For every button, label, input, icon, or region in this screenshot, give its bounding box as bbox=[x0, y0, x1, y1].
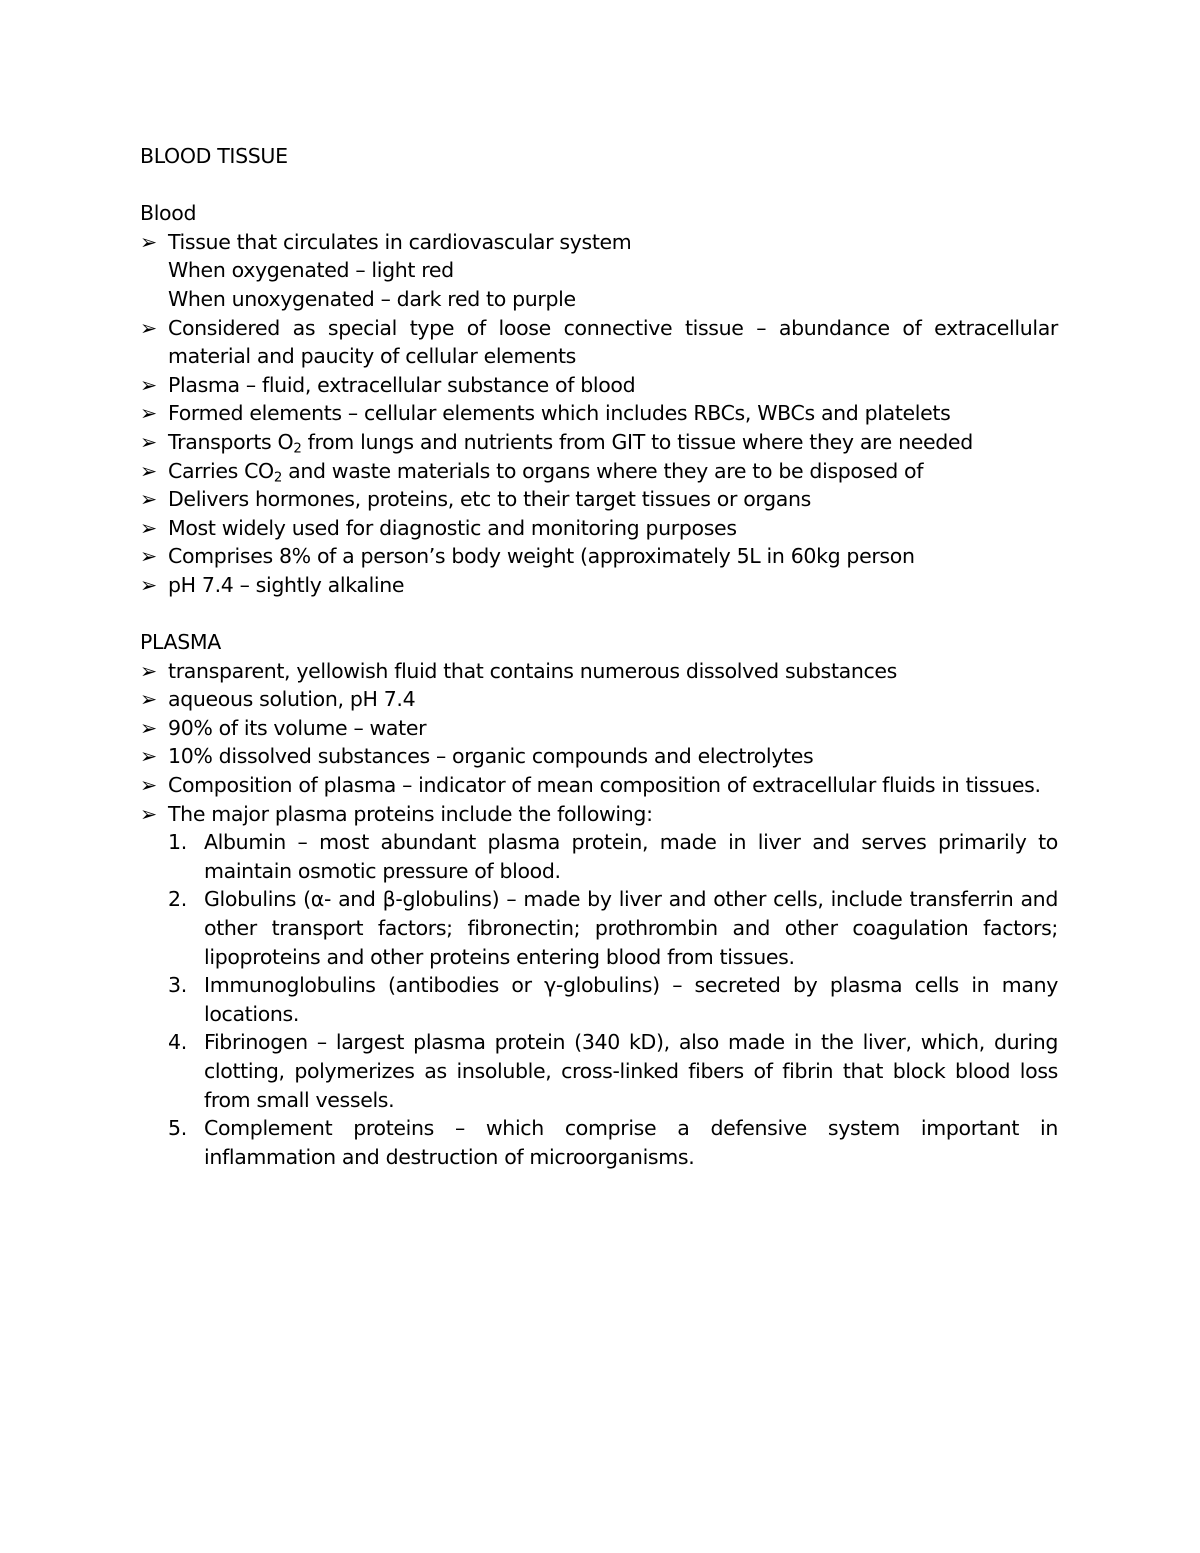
arrow-bullet-icon: ➢ bbox=[140, 687, 157, 712]
numbered-item: 4. Fibrinogen – largest plasma protein (340 kD), also made in the liver, which, during clotting, polymerizes as insoluble, cross-linked fibers of fibrin that block blood loss from small vessels. bbox=[168, 1030, 1058, 1112]
arrow-bullet-icon: ➢ bbox=[140, 572, 157, 597]
section-spacer bbox=[140, 600, 1058, 629]
arrow-bullet-icon: ➢ bbox=[140, 773, 157, 798]
list-item: ➢ Composition of plasma – indicator of mean composition of extracellular fluids in tissues. bbox=[140, 771, 1058, 800]
list-item: ➢ Delivers hormones, proteins, etc to their target tissues or organs bbox=[140, 485, 1058, 514]
list-item: ➢ Tissue that circulates in cardiovascular system When oxygenated – light red When unoxygenated – dark red to purple bbox=[140, 228, 1058, 314]
plasma-bullet-list bbox=[140, 657, 1058, 1172]
plasma-proteins-list bbox=[168, 828, 1058, 1171]
list-item: ➢ aqueous solution, pH 7.4 bbox=[140, 685, 1058, 714]
arrow-bullet-icon: ➢ bbox=[140, 487, 157, 512]
numbered-item: 2. Globulins (α- and β-globulins) – made by liver and other cells, include transferrin and other transport factors; fibronectin; prothrombin and other coagulation factors; lipoproteins and other proteins entering blood from tissues. bbox=[168, 887, 1058, 969]
sub-line: When oxygenated – light red bbox=[168, 258, 454, 283]
arrow-bullet-icon: ➢ bbox=[140, 801, 157, 826]
numbered-item: 3. Immunoglobulins (antibodies or γ-globulins) – secreted by plasma cells in many locations. bbox=[168, 973, 1058, 1026]
list-item: ➢ 90% of its volume – water bbox=[140, 714, 1058, 743]
arrow-bullet-icon: ➢ bbox=[140, 401, 157, 426]
arrow-bullet-icon: ➢ bbox=[140, 658, 157, 683]
sub-line: When unoxygenated – dark red to purple bbox=[168, 286, 576, 311]
list-item: ➢ Carries $CO_2$ and waste materials to organs where they are to be disposed of bbox=[140, 458, 924, 485]
arrow-bullet-icon: ➢ bbox=[140, 544, 157, 569]
document-title: BLOOD TISSUE bbox=[140, 144, 288, 168]
section-heading-plasma: PLASMA bbox=[140, 630, 221, 655]
arrow-bullet-icon: ➢ bbox=[140, 715, 157, 740]
arrow-bullet-icon: ➢ bbox=[140, 372, 157, 397]
numbered-item: 5. Complement proteins – which comprise a defensive system important in inflammation and destruction of microorganisms. bbox=[168, 1116, 1058, 1169]
arrow-bullet-icon: ➢ bbox=[140, 429, 157, 454]
document-body bbox=[140, 142, 1058, 1171]
arrow-bullet-icon: ➢ bbox=[140, 458, 157, 483]
list-item: ➢ Transports $O_2$ from lungs and nutrients from GIT to tissue where they are needed bbox=[140, 429, 973, 457]
section-heading-blood: Blood bbox=[140, 201, 197, 226]
list-item: ➢ Comprises 8% of a person’s body weight (approximately 5L in 60kg person bbox=[140, 542, 1058, 571]
arrow-bullet-icon: ➢ bbox=[140, 229, 157, 254]
list-item: ➢ Plasma – fluid, extracellular substance of blood bbox=[140, 371, 1058, 400]
numbered-item: 1. Albumin – most abundant plasma protein, made in liver and serves primarily to maintain osmotic pressure of blood. bbox=[168, 830, 1058, 883]
list-item: ➢ transparent, yellowish fluid that contains numerous dissolved substances bbox=[140, 657, 1058, 686]
list-item: ➢ Formed elements – cellular elements which includes RBCs, WBCs and platelets bbox=[140, 399, 1058, 428]
arrow-bullet-icon: ➢ bbox=[140, 744, 157, 769]
arrow-bullet-icon: ➢ bbox=[140, 515, 157, 540]
arrow-bullet-icon: ➢ bbox=[140, 315, 157, 340]
list-item: ➢ Most widely used for diagnostic and monitoring purposes bbox=[140, 514, 1058, 543]
list-item: ➢ pH 7.4 – sightly alkaline bbox=[140, 571, 1058, 600]
list-item: ➢ Considered as special type of loose connective tissue – abundance of extracellular material and paucity of cellular elements bbox=[140, 315, 1058, 369]
list-item: ➢ 10% dissolved substances – organic compounds and electrolytes bbox=[140, 742, 1058, 771]
list-item: ➢ The major plasma proteins include the following: 1. Albumin – most abundant plasma protein, made in liver and serves primarily to maintain osmotic pressure of blood. 2. Globulins (α- and β-globulins) – made by liver and other cells, include transferrin and other transport factors; fibronectin; prothrombin and other coagulation factors; lipoproteins and other proteins entering blood from tissues. 3. Immunoglobulins (antibodies or γ-globulins) – secreted by plasma cells in many locations. 4. Fibrinogen – largest plasma protein (340 kD), also made in the liver, which, during clotting, polymerizes as insoluble, cross-linked fibers of fibrin that block blood loss from small vessels. 5. Complement proteins – which comprise a defensive system important in inflammation and destruction of microorganisms. bbox=[140, 800, 1058, 1172]
blood-bullet-list bbox=[140, 228, 1058, 600]
